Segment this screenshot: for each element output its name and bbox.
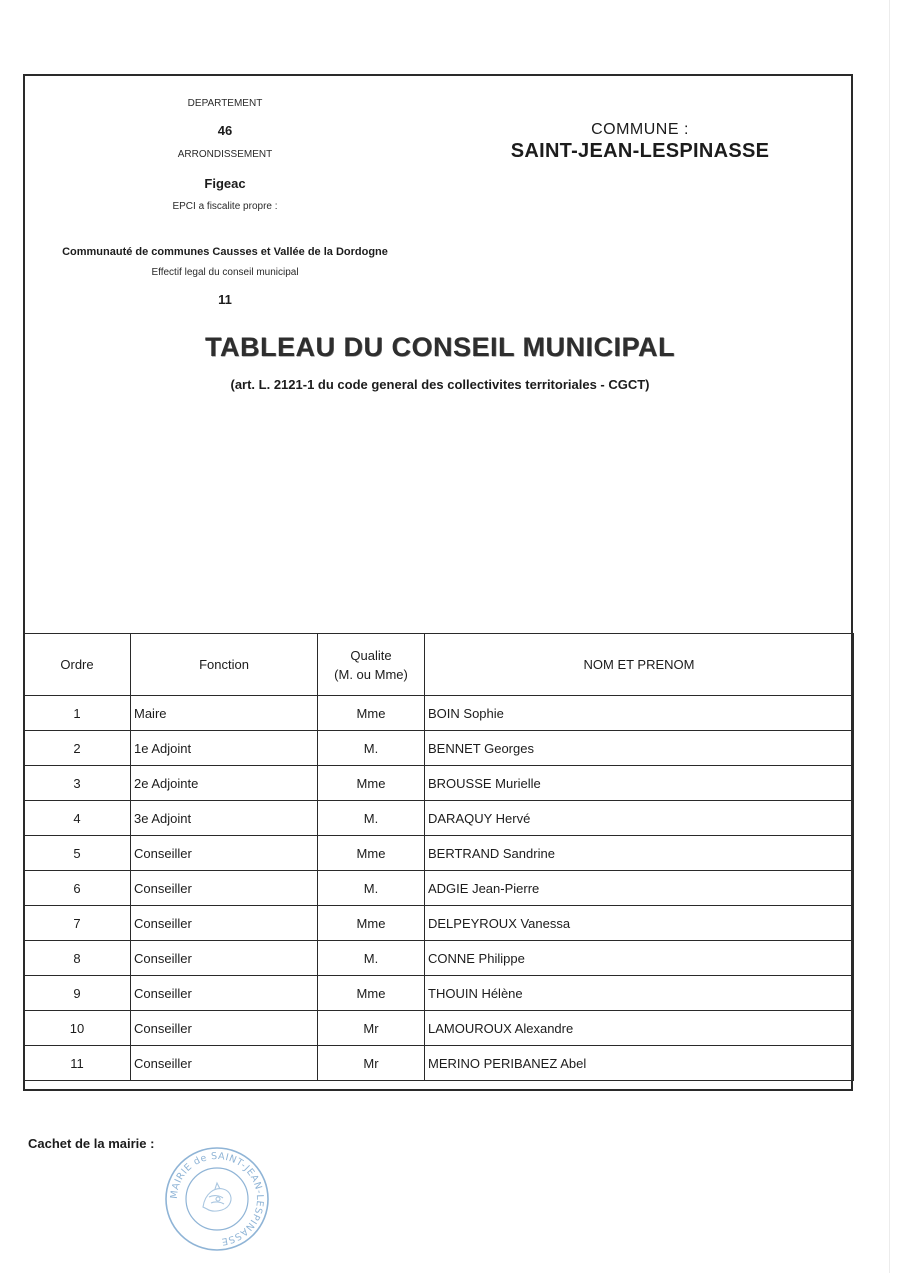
cell-ordre: 2 — [24, 731, 131, 766]
table-row — [24, 1011, 854, 1046]
cell-nom: LAMOUROUX Alexandre — [425, 1011, 854, 1046]
cell-qualite: Mr — [318, 1046, 425, 1081]
cell-qualite: Mme — [318, 976, 425, 1011]
cell-nom: DARAQUY Hervé — [425, 801, 854, 836]
table-row — [24, 836, 854, 871]
cell-qualite: Mr — [318, 1011, 425, 1046]
cell-ordre: 8 — [24, 941, 131, 976]
cell-fonction: Conseiller — [131, 906, 318, 941]
cell-ordre: 6 — [24, 871, 131, 906]
stamp-emblem — [203, 1183, 231, 1211]
page-subtitle: (art. L. 2121-1 du code general des collectivites territoriales - CGCT) — [230, 377, 650, 392]
header-nom: NOM ET PRENOM — [425, 634, 854, 696]
table-row — [24, 976, 854, 1011]
stamp-inner-ring — [186, 1168, 248, 1230]
epci-value: Communauté de communes Causses et Vallée de la Dordogne — [62, 246, 388, 258]
table-row — [24, 731, 854, 766]
cell-nom: CONNE Philippe — [425, 941, 854, 976]
stamp-text: MAIRIE de SAINT-JEAN-LESPINASSE — [168, 1150, 266, 1247]
table-row — [24, 766, 854, 801]
cell-qualite: M. — [318, 941, 425, 976]
cell-fonction: 1e Adjoint — [131, 731, 318, 766]
table-row — [24, 696, 854, 731]
cell-nom: BROUSSE Murielle — [425, 766, 854, 801]
header-qualite-line1: Qualite — [350, 647, 392, 663]
cell-fonction: Conseiller — [131, 941, 318, 976]
cell-nom: BOIN Sophie — [425, 696, 854, 731]
departement-label: DEPARTEMENT — [187, 98, 263, 109]
council-table — [23, 633, 854, 1081]
epci-label: EPCI a fiscalite propre : — [172, 201, 278, 212]
cell-fonction: Conseiller — [131, 1011, 318, 1046]
cell-fonction: 2e Adjointe — [131, 766, 318, 801]
table-row — [24, 1046, 854, 1081]
cell-ordre: 10 — [24, 1011, 131, 1046]
cell-qualite: M. — [318, 801, 425, 836]
cell-fonction: 3e Adjoint — [131, 801, 318, 836]
effectif-value: 11 — [218, 292, 232, 307]
header-fonction: Fonction — [131, 634, 318, 696]
cell-ordre: 9 — [24, 976, 131, 1011]
cell-ordre: 1 — [24, 696, 131, 731]
cell-ordre: 7 — [24, 906, 131, 941]
arrondissement-label: ARRONDISSEMENT — [177, 149, 273, 160]
cell-qualite: Mme — [318, 696, 425, 731]
header-ordre: Ordre — [24, 634, 131, 696]
cell-fonction: Conseiller — [131, 1046, 318, 1081]
cell-ordre: 3 — [24, 766, 131, 801]
arrondissement-value: Figeac — [204, 176, 246, 191]
commune-name: SAINT-JEAN-LESPINASSE — [510, 140, 770, 162]
cell-fonction: Maire — [131, 696, 318, 731]
table-row — [24, 941, 854, 976]
effectif-label: Effectif legal du conseil municipal — [151, 267, 299, 278]
header-qualite-line2: (M. ou Mme) — [334, 666, 408, 682]
cell-qualite: Mme — [318, 836, 425, 871]
cell-qualite: Mme — [318, 906, 425, 941]
cell-nom: MERINO PERIBANEZ Abel — [425, 1046, 854, 1081]
table-row — [24, 871, 854, 906]
cell-nom: BENNET Georges — [425, 731, 854, 766]
mairie-stamp-icon — [163, 1145, 271, 1253]
cell-nom: DELPEYROUX Vanessa — [425, 906, 854, 941]
departement-value: 46 — [217, 123, 233, 138]
cell-fonction: Conseiller — [131, 871, 318, 906]
cell-ordre: 4 — [24, 801, 131, 836]
table-row — [24, 801, 854, 836]
cell-nom: BERTRAND Sandrine — [425, 836, 854, 871]
page-title: TABLEAU DU CONSEIL MUNICIPAL — [205, 332, 675, 362]
stamp-outer-ring — [166, 1148, 268, 1250]
cell-nom: THOUIN Hélène — [425, 976, 854, 1011]
table-row — [24, 906, 854, 941]
header-qualite — [318, 634, 425, 696]
cell-fonction: Conseiller — [131, 836, 318, 871]
cell-ordre: 11 — [24, 1046, 131, 1081]
cell-fonction: Conseiller — [131, 976, 318, 1011]
commune-label: COMMUNE : — [591, 121, 689, 138]
cachet-label: Cachet de la mairie : — [28, 1136, 155, 1151]
cell-qualite: Mme — [318, 766, 425, 801]
cell-qualite: M. — [318, 731, 425, 766]
table-header-row — [24, 634, 854, 696]
cell-nom: ADGIE Jean-Pierre — [425, 871, 854, 906]
cell-qualite: M. — [318, 871, 425, 906]
cell-ordre: 5 — [24, 836, 131, 871]
scan-edge-line — [889, 0, 890, 1273]
